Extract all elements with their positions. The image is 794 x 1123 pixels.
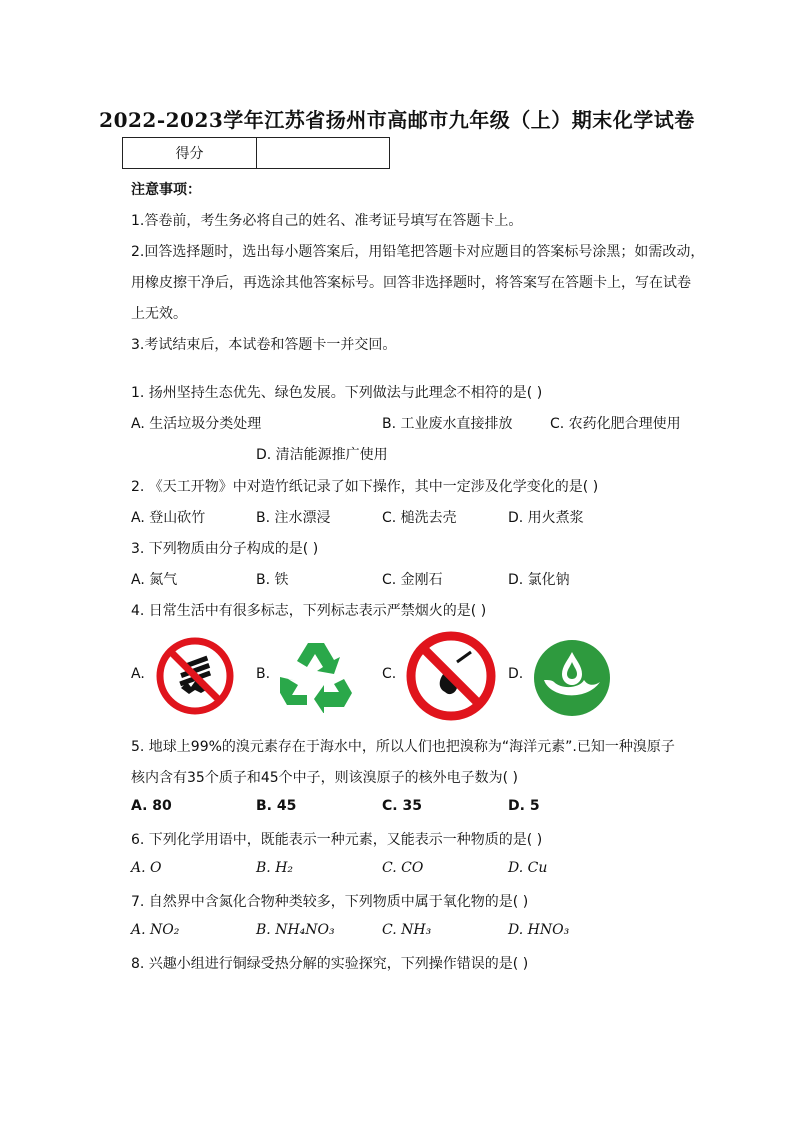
q7-option-a: A. NO₂: [131, 922, 180, 938]
question-8-stem: 8. 兴趣小组进行铜绿受热分解的实验探究，下列操作错误的是( ): [131, 956, 529, 972]
notice-heading: 注意事项：: [131, 182, 201, 198]
q6-option-c: C. CO: [382, 860, 424, 876]
q5-option-a: A. 80: [131, 798, 172, 814]
q4-option-d: D.: [508, 666, 524, 682]
q7-option-d: D. HNO₃: [508, 922, 570, 938]
notice-line: 上无效。: [131, 306, 187, 322]
recycle-sign-icon: [280, 637, 352, 713]
q5-option-b: B. 45: [256, 798, 297, 814]
no-smoking-fire-sign-icon: [405, 630, 497, 722]
q1-option-c: C. 农药化肥合理使用: [550, 416, 681, 432]
score-label: 得分: [123, 138, 257, 169]
score-value: [257, 138, 390, 169]
q4-option-a: A.: [131, 666, 145, 682]
q7-option-c: C. NH₃: [382, 922, 432, 938]
notice-line: 1.答卷前，考生务必将自己的姓名、准考证号填写在答题卡上。: [131, 213, 523, 229]
q1-option-d: D. 清洁能源推广使用: [256, 447, 388, 463]
question-3-stem: 3. 下列物质由分子构成的是( ): [131, 541, 319, 557]
q1-option-a: A. 生活垃圾分类处理: [131, 416, 262, 432]
q2-option-c: C. 槌洗去壳: [382, 510, 457, 526]
notice-line: 3.考试结束后，本试卷和答题卡一并交回。: [131, 337, 397, 353]
notice-line: 用橡皮擦干净后，再选涂其他答案标号。回答非选择题时，将答案写在答题卡上，写在试卷: [131, 275, 691, 291]
notice-line: 2.回答选择题时，选出每小题答案后，用铅笔把答题卡对应题目的答案标号涂黑；如需改动，: [131, 244, 705, 260]
q3-option-c: C. 金刚石: [382, 572, 443, 588]
question-2-stem: 2. 《天工开物》中对造竹纸记录了如下操作，其中一定涉及化学变化的是( ): [131, 479, 599, 495]
q6-option-a: A. O: [131, 860, 162, 876]
question-5-stem-line1: 5. 地球上99%的溴元素存在于海水中，所以人们也把溴称为“海洋元素”.已知一种溴原子: [131, 739, 675, 755]
q6-option-d: D. Cu: [508, 860, 548, 876]
q2-option-a: A. 登山砍竹: [131, 510, 206, 526]
q3-option-a: A. 氮气: [131, 572, 178, 588]
q3-option-b: B. 铁: [256, 572, 289, 588]
water-saving-sign-icon: [532, 638, 612, 718]
page-title: 2022-2023学年江苏省扬州市高邮市九年级（上）期末化学试卷: [99, 108, 695, 132]
question-5-stem-line2: 核内含有35个质子和45个中子，则该溴原子的核外电子数为( ): [131, 770, 519, 786]
question-6-stem: 6. 下列化学用语中，既能表示一种元素，又能表示一种物质的是( ): [131, 832, 543, 848]
no-fireworks-sign-icon: [155, 636, 235, 716]
q3-option-d: D. 氯化钠: [508, 572, 570, 588]
q5-option-c: C. 35: [382, 798, 422, 814]
q6-option-b: B. H₂: [256, 860, 294, 876]
q4-option-c: C.: [382, 666, 397, 682]
q1-option-b: B. 工业废水直接排放: [382, 416, 513, 432]
q4-option-b: B.: [256, 666, 271, 682]
q7-option-b: B. NH₄NO₃: [256, 922, 335, 938]
q5-option-d: D. 5: [508, 798, 540, 814]
question-7-stem: 7. 自然界中含氮化合物种类较多，下列物质中属于氧化物的是( ): [131, 894, 529, 910]
question-4-stem: 4. 日常生活中有很多标志，下列标志表示严禁烟火的是( ): [131, 603, 487, 619]
question-1-stem: 1. 扬州坚持生态优先、绿色发展。下列做法与此理念不相符的是( ): [131, 385, 543, 401]
score-box: [122, 137, 390, 169]
q2-option-b: B. 注水漂浸: [256, 510, 331, 526]
q2-option-d: D. 用火煮浆: [508, 510, 584, 526]
